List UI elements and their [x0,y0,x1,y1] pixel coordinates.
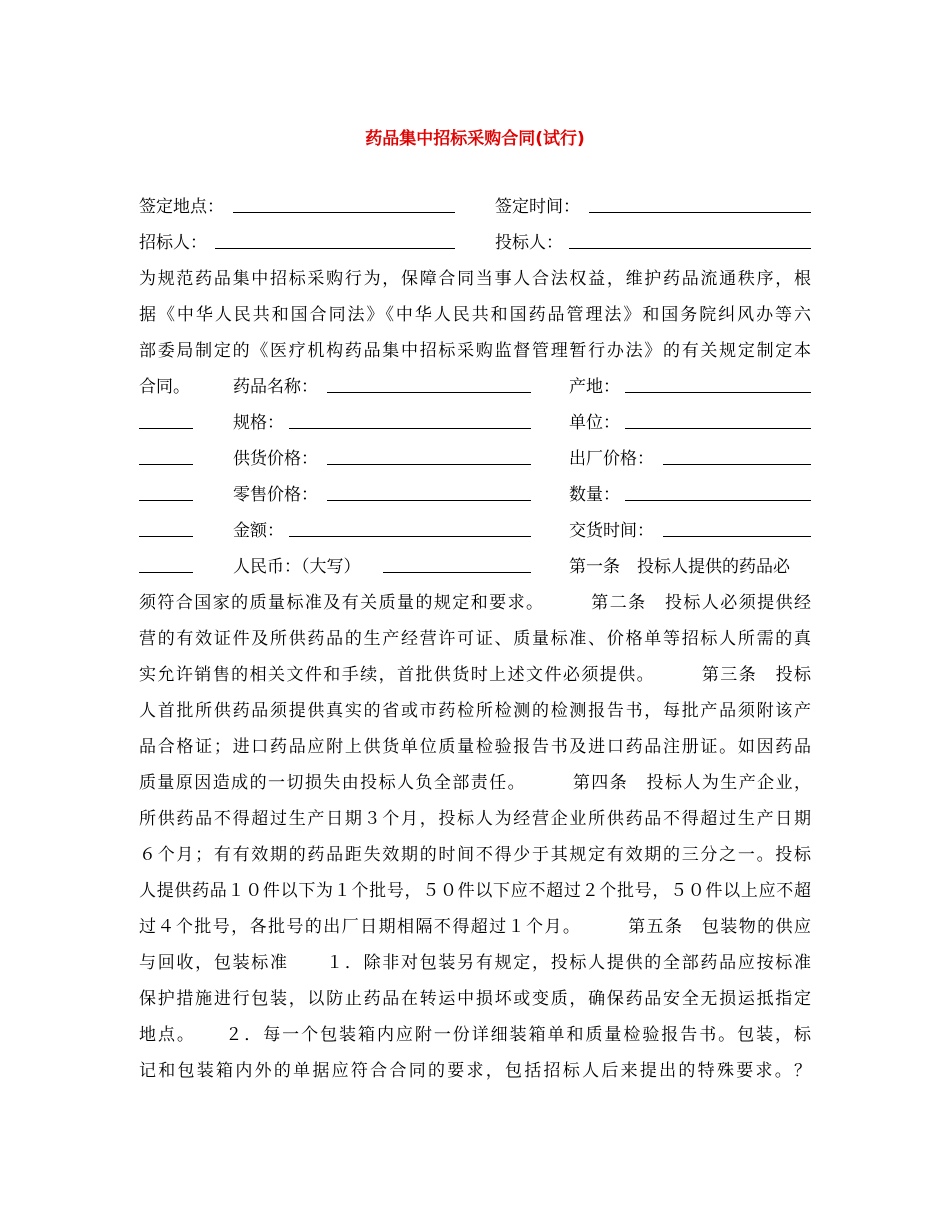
continued-blank[interactable] [139,520,193,537]
contract-end-text: 合同。 [139,377,190,397]
article-1-start: 第一条 投标人提供的药品必 [569,557,790,577]
rmb-blank[interactable] [383,556,531,573]
retail-price-label: 零售价格： [233,485,318,505]
sign-line [139,196,811,218]
continued-blank[interactable] [139,556,193,573]
continued-blank[interactable] [139,412,193,429]
article-line: 过４个批号，各批号的出厂日期相隔不得超过１个月。 第五条 包装物的供应 [139,917,811,937]
article-line: 记和包装箱内外的单据应符合合同的要求，包括招标人后来提出的特殊要求。？ [139,1061,811,1081]
drug-name-label: 药品名称： [233,377,318,397]
delivery-time-label: 交货时间： [569,521,654,541]
preamble-line: 为规范药品集中招标采购行为，保障合同当事人合法权益，维护药品流通秩序，根 [139,269,811,289]
sign-place-label: 签定地点： [139,197,224,217]
price-line [139,448,811,470]
article-line: 须符合国家的质量标准及有关质量的规定和要求。 第二条 投标人必须提供经 [139,593,811,613]
parties-line [139,232,811,254]
quantity-label: 数量： [569,485,620,505]
article-line: 人提供药品１０件以下为１个批号，５０件以下应不超过２个批号，５０件以上应不超 [139,881,811,901]
delivery-time-blank[interactable] [663,520,811,537]
sign-time-blank[interactable] [589,196,811,213]
article-line: 实允许销售的相关文件和手续，首批供货时上述文件必须提供。 第三条 投标 [139,665,811,685]
origin-label: 产地： [569,377,620,397]
continued-blank[interactable] [139,484,193,501]
unit-blank[interactable] [625,412,811,429]
supply-price-label: 供货价格： [233,449,318,469]
rmb-label: 人民币：（大写） [233,557,361,577]
supply-price-blank[interactable] [327,448,531,465]
article-line: 品合格证；进口药品应附上供货单位质量检验报告书及进口药品注册证。如因药品 [139,737,811,757]
preamble-line: 部委局制定的《医疗机构药品集中招标采购监督管理暂行办法》的有关规定制定本 [139,341,811,361]
retail-price-blank[interactable] [327,484,531,501]
article-line: 保护措施进行包装，以防止药品在转运中损坏或变质，确保药品安全无损运抵指定 [139,989,811,1009]
amount-blank[interactable] [289,520,531,537]
article-line: 营的有效证件及所供药品的生产经营许可证、质量标准、价格单等招标人所需的真 [139,629,811,649]
article-line: 所供药品不得超过生产日期３个月，投标人为经营企业所供药品不得超过生产日期 [139,809,811,829]
bidder-label: 投标人： [495,233,563,253]
article-line: 与回收，包装标准 １．除非对包装另有规定，投标人提供的全部药品应按标准 [139,953,811,973]
sign-time-label: 签定时间： [495,197,580,217]
rmb-line [139,556,811,578]
spec-line [139,412,811,434]
retail-line [139,484,811,506]
spec-label: 规格： [233,413,284,433]
tenderer-label: 招标人： [139,233,207,253]
factory-price-blank[interactable] [663,448,811,465]
drug-name-line [139,376,811,398]
sign-place-blank[interactable] [233,196,455,213]
tenderer-blank[interactable] [215,232,455,249]
article-line: ６个月；有有效期的药品距失效期的时间不得少于其规定有效期的三分之一。投标 [139,845,811,865]
bidder-blank[interactable] [569,232,811,249]
unit-label: 单位： [569,413,620,433]
spec-blank[interactable] [289,412,531,429]
document-title: 药品集中招标采购合同(试行) [365,129,585,149]
article-line: 质量原因造成的一切损失由投标人负全部责任。 第四条 投标人为生产企业， [139,773,811,793]
amount-label: 金额： [233,521,284,541]
factory-price-label: 出厂价格： [569,449,654,469]
article-line: 地点。 ２．每一个包装箱内应附一份详细装箱单和质量检验报告书。包装，标 [139,1025,811,1045]
continued-blank[interactable] [139,448,193,465]
origin-blank[interactable] [625,376,811,393]
drug-name-blank[interactable] [327,376,531,393]
amount-line [139,520,811,542]
article-line: 人首批所供药品须提供真实的省或市药检所检测的检测报告书，每批产品须附该产 [139,701,811,721]
quantity-blank[interactable] [625,484,811,501]
preamble-line: 据《中华人民共和国合同法》《中华人民共和国药品管理法》和国务院纠风办等六 [139,305,811,325]
